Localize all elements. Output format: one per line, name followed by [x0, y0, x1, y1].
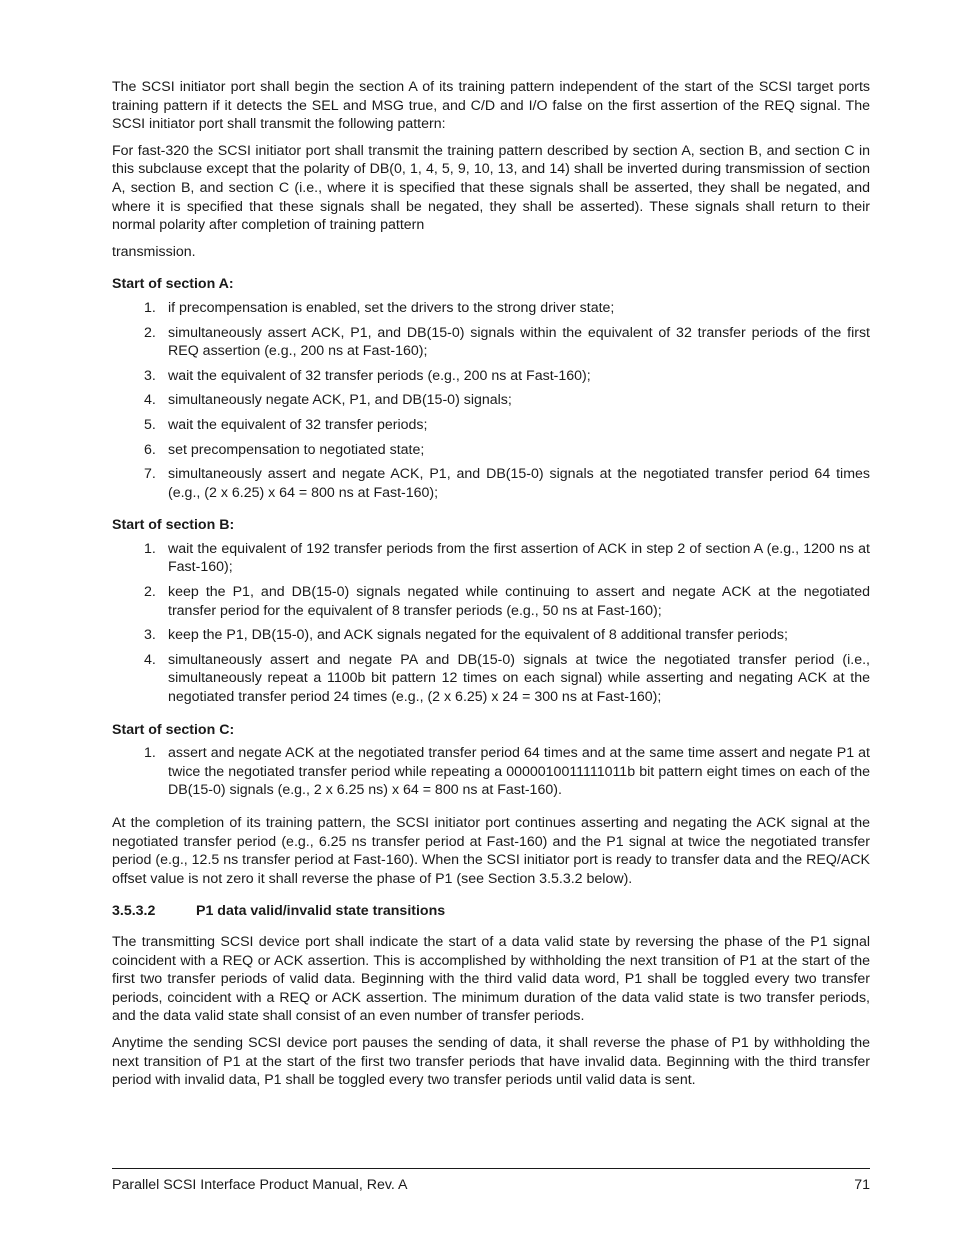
list-item: 1. assert and negate ACK at the negotiated transfer period 64 times and at the same time assert and negate P1 at twice the negotiated transfer period while repeating a 0000010011111011b bit pattern eight times on each of the DB(15-0) signals (e.g., 2 x 6.25 ns) x 64 = 800 ns at Fast-160).: [144, 745, 870, 799]
subsection-paragraph-2: Anytime the sending SCSI device port pauses the sending of data, it shall reverse the phase of P1 by withholding the next transition of P1 at the start of the first two transfer periods that have invalid data. Beginning with the third transfer period with invalid data, P1 shall be toggled every two transfer periods until valid data is sent.: [112, 1034, 870, 1089]
list-item: 3. wait the equivalent of 32 transfer periods (e.g., 200 ns at Fast-160);: [144, 367, 591, 384]
list-item: 4. simultaneously assert and negate PA and DB(15-0) signals at twice the negotiated transfer period (i.e., simultaneously repeat a 1100b bit pattern 12 times on each signal) while asserting and negating ACK at the negotiated transfer period 24 times (e.g., (2 x 6.25) x 24 = 300 ns at Fast-160);: [144, 651, 870, 706]
list-item: 4. simultaneously negate ACK, P1, and DB(15-0) signals;: [144, 392, 512, 409]
list-item: 2. simultaneously assert ACK, P1, and DB(15-0) signals within the equivalent of 32 transfer periods of the first REQ assertion (e.g., 200 ns at Fast-160);: [144, 324, 870, 360]
list-item: 2. keep the P1, and DB(15-0) signals negated while continuing to assert and negate ACK at the negotiated transfer period for the equivalent of 8 transfer periods (e.g., 50 ns at Fast-160);: [144, 584, 870, 619]
section-a-heading: Start of section A:: [112, 276, 234, 293]
section-a-list: [112, 299, 870, 502]
list-item: 1. wait the equivalent of 192 transfer periods from the first assertion of ACK in step 2 of section A (e.g., 1200 ns at Fast-160);: [144, 540, 870, 576]
page-body: [112, 78, 870, 1098]
intro-paragraph-2: For fast-320 the SCSI initiator port shall transmit the training pattern described by section A, section B, and section C in this subclause except that the polarity of DB(0, 1, 4, 5, 9, 10, 13, and 14) shall be inverted during transmission of section A, section B, and section C (i.e., where it is specified that these signals shall be asserted, they shall be negated, and where it is specified that these signals shall be negated, they shall be asserted). These signals shall return to their normal polarity after completion of training pattern: [112, 142, 870, 234]
intro-paragraph-3: transmission.: [112, 243, 196, 260]
section-c-list: [112, 744, 870, 800]
footer-title: Parallel SCSI Interface Product Manual, Rev. A: [112, 1177, 408, 1193]
subsection-paragraph-1: The transmitting SCSI device port shall indicate the start of a data valid state by reversing the phase of the P1 signal coincident with a REQ or ACK assertion. This is accomplished by withholding the next transition of P1 at the start of the first two transfer periods of valid data. Beginning with the third valid data word, P1 shall be toggled every two transfer periods, coincident with a REQ or ACK assertion. The minimum duration of the data valid state is two transfer periods, and the data valid state shall consist of an even number of transfer periods.: [112, 933, 870, 1025]
page-footer: [112, 1176, 870, 1194]
footer-divider: [112, 1168, 870, 1169]
intro-paragraph-1: The SCSI initiator port shall begin the section A of its training pattern independent of the start of the SCSI target ports training pattern if it detects the SEL and MSG true, and C/D and I/O false on the first assertion of the REQ signal. The SCSI initiator port shall transmit the following pattern:: [112, 79, 870, 133]
page-number: 71: [854, 1177, 870, 1193]
list-item: 1. if precompensation is enabled, set the drivers to the strong driver state;: [144, 299, 615, 316]
list-item: 6. set precompensation to negotiated state;: [144, 441, 425, 458]
completion-paragraph: At the completion of its training pattern, the SCSI initiator port continues asserting and negating the ACK signal at the negotiated transfer period (e.g., 6.25 ns transfer period at Fast-160) and the P1 signal at twice the negotiated transfer period (e.g., 12.5 ns transfer period at Fast-160). When the SCSI initiator port is ready to transfer data and the REQ/ACK offset value is not zero it shall reverse the phase of P1 (see Section 3.5.3.2 below).: [112, 815, 870, 887]
section-b-list: [112, 540, 870, 707]
subsection-title: P1 data valid/invalid state transitions: [196, 903, 446, 920]
list-item: 3. keep the P1, DB(15-0), and ACK signals negated for the equivalent of 8 additional transfer periods;: [144, 627, 788, 644]
list-item: 7. simultaneously assert and negate ACK, P1, and DB(15-0) signals at the negotiated transfer period 64 times (e.g., (2 x 6.25) x 64 = 800 ns at Fast-160);: [144, 466, 870, 501]
section-c-heading: Start of section C:: [112, 721, 235, 738]
section-b-heading: Start of section B:: [112, 517, 235, 534]
subsection-heading: [112, 902, 870, 921]
list-item: 5. wait the equivalent of 32 transfer periods;: [144, 416, 428, 433]
subsection-number: 3.5.3.2: [112, 903, 156, 920]
